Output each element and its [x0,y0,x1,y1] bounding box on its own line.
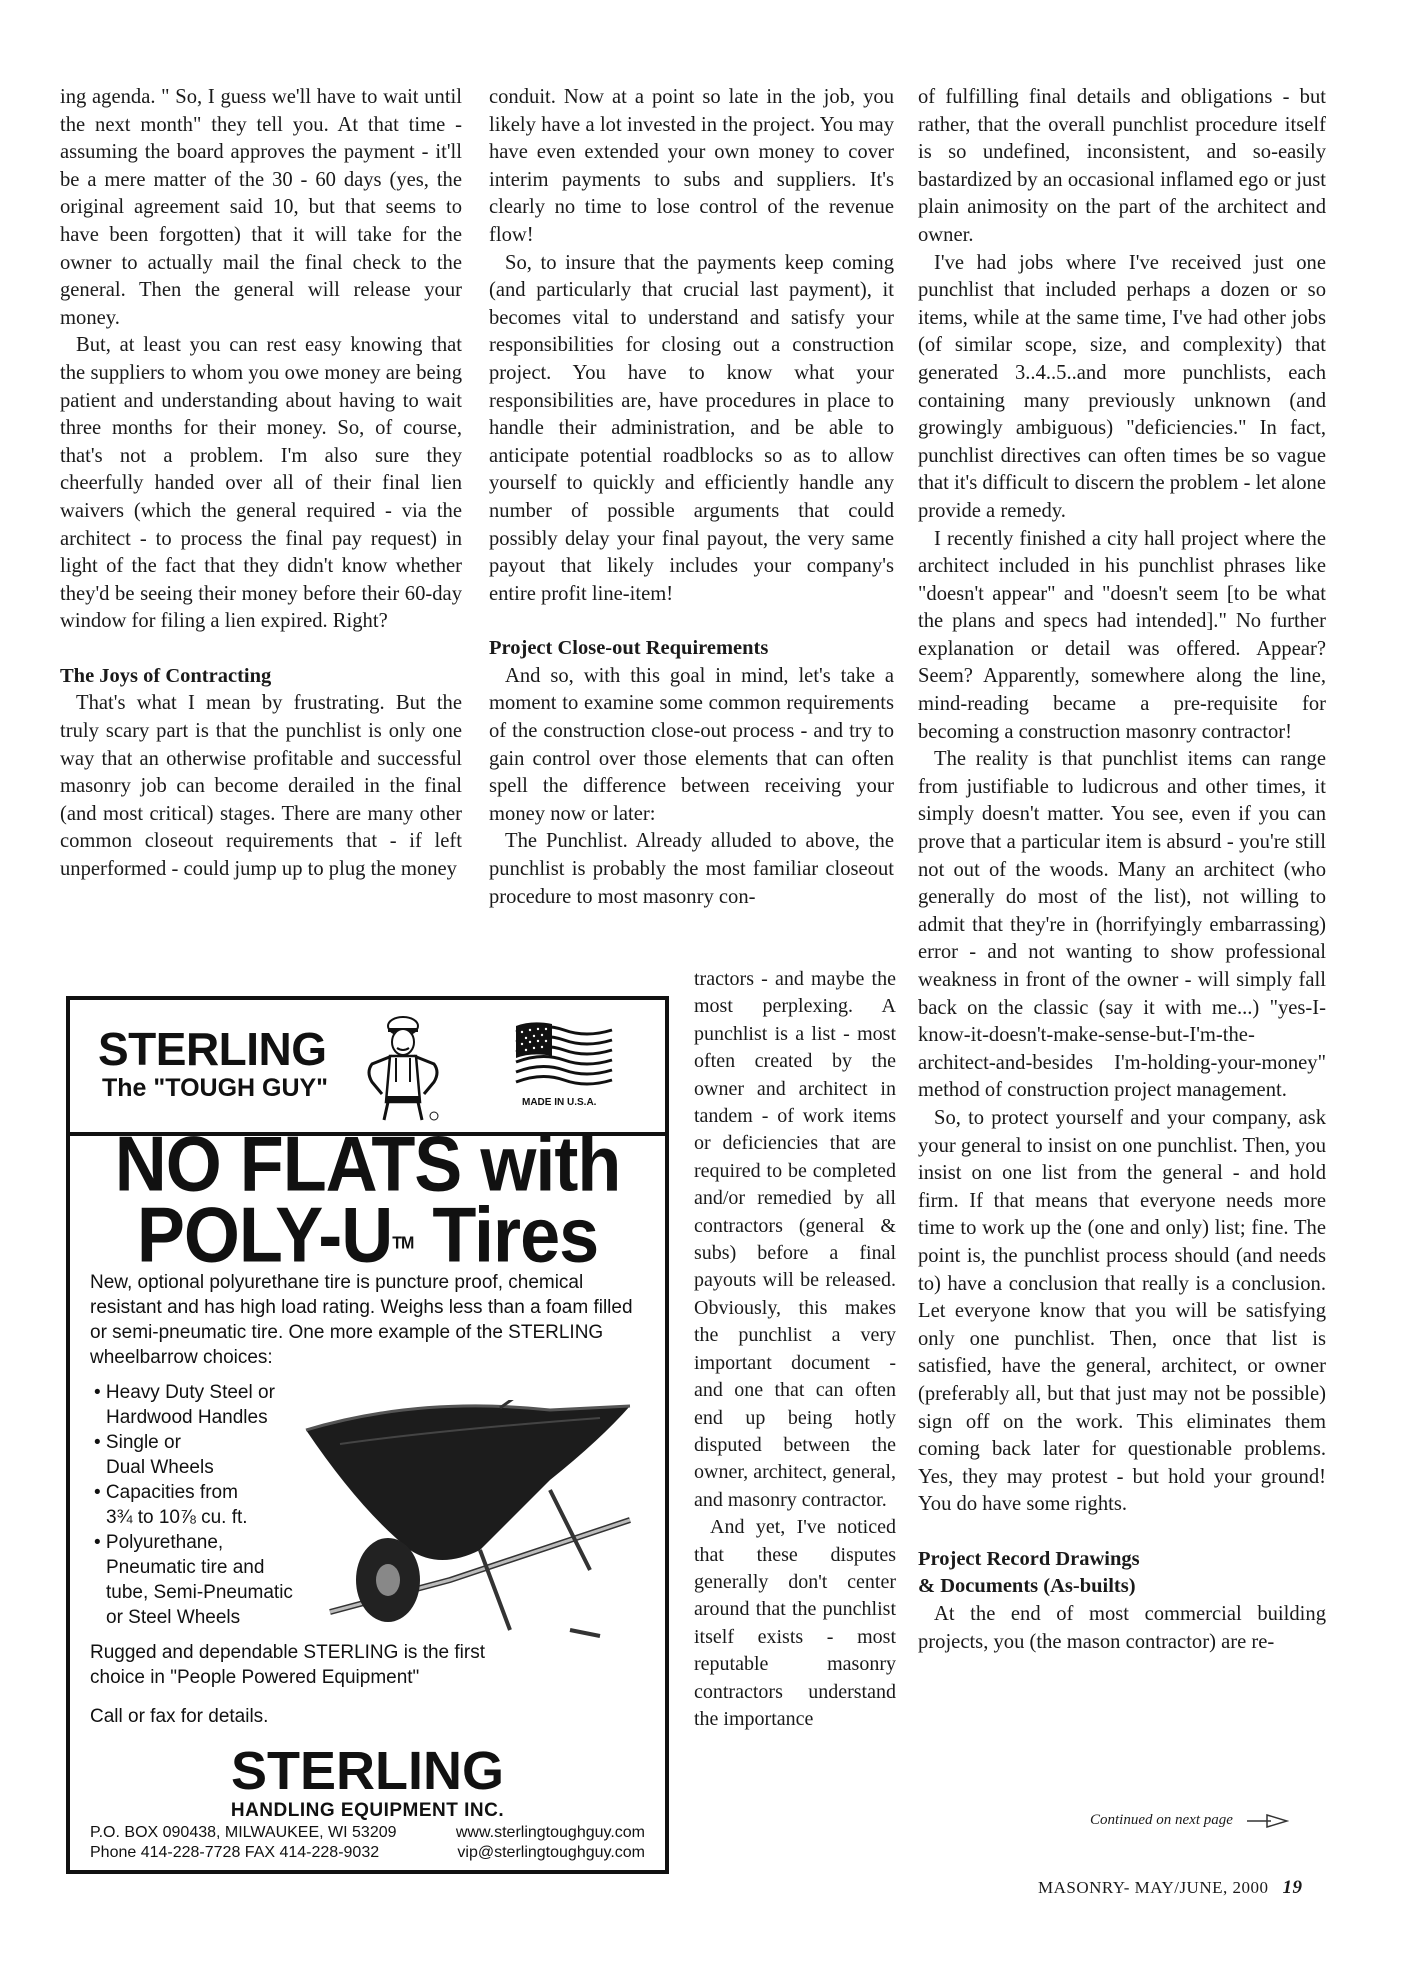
paragraph: But, at least you can rest easy knowing that the suppliers to whom you owe money are being patient and understanding about having to wait three months for their money. So, of course, that's not a problem. I'm also sure they cheerfully handed over all of their final lien waivers (which the general required - via the architect - to process the final pay request) in light of the fact that they didn't know whether they'd be seeing their money before their 60-day window for filing a lien expired. Right? [60,334,462,633]
email-link[interactable]: vip@sterlingtoughguy.com [457,1844,645,1861]
headline-product: POLY-U [136,1192,393,1279]
section-heading: The Joys of Contracting [60,664,272,687]
paragraph: That's what I mean by frustrating. But the truly scary part is that the punchlist is only one way that an otherwise profitable and successful masonry job can become derailed in the final (and most critical) stages. There are many other common closeout requirements that - if left unperformed - could jump up to plug the money [60,692,462,881]
brand-tagline: The "TOUGH GUY" [102,1074,329,1102]
page-footer [1038,1877,1303,1899]
feature-item: • Capacities from 3¾ to 10⅞ cu. ft. [94,1482,248,1528]
paragraph: The Punchlist. Already alluded to above, the punchlist is probably the most familiar closeout procedure to most masonry con- [489,830,894,908]
paragraph: I've had jobs where I've received just one punchlist that included perhaps a dozen or so items, while at the same time, I've had other jobs (of similar scope, size, and complexity) that generated 3..4..5..and more punchlists, each containing many previously unknown (and growingly ambiguous) "deficiencies." In fact, punchlist directives can often times be so vague that it's difficult to discern the problem - let alone provide a remedy. [918,251,1326,522]
article-column-3 [918,84,1326,1656]
contact-address [90,1823,397,1863]
section-heading: Project Close-out Requirements [489,637,769,660]
paragraph: conduit. Now at a point so late in the job, you likely have a lot invested in the project. You may have even extended your own money to cover interim payments to subs and suppliers. It's clearly no time to lose control of the revenue flow! [489,86,894,246]
ad-closing-text: Rugged and dependable STERLING is the first choice in "People Powered Equipment" [90,1642,486,1688]
headline-line-2 [70,1192,665,1279]
ad-description: New, optional polyurethane tire is puncture proof, chemical resistant and has high load rating. Weighs less than a foam filled or semi-pneumatic tire. One more example of the STERLING wheelbarrow choices: [90,1272,633,1368]
article-column-2-narrow [694,966,896,1733]
paragraph: I recently finished a city hall project where the architect included in his punchlist phrases like "doesn't appear" and "doesn't seem [to be what the plans and specs had intended]." No further explanation or detail was offered. Appear? Seem? Apparently, somewhere along the line, mind-reading became a pre-requisite for becoming a construction masonry contractor! [918,527,1326,743]
phone-fax: Phone 414-228-7728 FAX 414-228-9032 [90,1844,380,1861]
paragraph: And yet, I've noticed that these disputes generally don't center around that the punchlist itself exists - most reputable masonry contractors understand the importance [694,1516,896,1730]
made-in-usa-label: MADE IN U.S.A. [522,1097,597,1108]
brand-name: STERLING [98,1023,327,1075]
wheelbarrow-image [300,1400,645,1650]
paragraph: ing agenda. " So, I guess we'll have to wait until the next month" they tell you. At that time - assuming the board approves the payment - it'll be a mere matter of the 30 - 60 days (yes, the original agreement said 10, but that seems to have been forgotten) that it will take for the owner to actually mail the final check to the general. Then the general will release your money. [60,86,462,329]
ad-call-to-action: Call or fax for details. [90,1706,269,1727]
headline-line-1: NO FLATS with [114,1121,621,1208]
paragraph: So, to protect yourself and your company, ask your general to insist on one punchlist. Then, you insist on one list from the general - and hold firm. If that means that everyone needs more time to work up the (one and only) list; fine. The point is, the punchlist process should (and needs to) have a conclusion that really is a conclusion. Let everyone know that you will be satisfying only one punchlist. Then, once that list is satisfied, have the general, architect, or owner (preferably all, but that just may not be possible) sign off on the work. This eliminates them coming back later for questionable problems. Yes, they may protest - but hold your ground! You do have some rights. [918,1106,1327,1516]
section-heading: Project Record Drawings [918,1547,1140,1570]
brand-name-bottom: STERLING [230,1741,504,1801]
paragraph: So, to insure that the payments keep coming (and particularly that crucial last payment), it becomes vital to understand and satisfy your responsibilities for closing out a construction project. You have to know what your responsibilities are, have procedures in place to handle their administration, and be able to anticipate potential roadblocks so as to allow yourself to quickly and efficiently handle any number of possible arguments that could possibly delay your final payout, the very same payout that likely includes your company's entire profit line-item! [489,251,894,605]
section-heading: & Documents (As-builts) [918,1575,1136,1598]
continued-label: Continued on next page [1090,1812,1233,1828]
postal-address: P.O. BOX 090438, MILWAUKEE, WI 53209 [90,1824,397,1841]
sterling-advertisement [66,996,669,1874]
paragraph: of fulfilling final details and obligations - but rather, that the overall punchlist procedure itself is so undefined, inconsistent, and so-easily bastardized by an occasional inflamed ego or just plain animosity on the part of the architect and owner. [918,86,1326,246]
contact-web [456,1823,645,1863]
paragraph: At the end of most commercial building projects, you (the mason contractor) are re- [918,1603,1326,1653]
website-link[interactable]: www.sterlingtoughguy.com [455,1824,645,1841]
paragraph: The reality is that punchlist items can range from justifiable to ludicrous and other times, it simply doesn't matter. You see, even if you can prove that a particular item is absurd - you're still not out of the woods. Many an architect (who generally do most of the list), not willing to admit that they're in (horrifyingly embarrassing) error - and not wanting to show professional weakness in front of the owner - will simply fall back on the classic (say it with me...) "yes-I-know-it-doesn't-make-sense-but-I'm-the-architect-and-besides I'm-holding-your-money" method of construction project management. [918,748,1326,1102]
tough-guy-mascot-icon [362,1012,444,1124]
paragraph: And so, with this goal in mind, let's take a moment to examine some common requirements of the construction close-out process - and try to gain control over those elements that can often spell the difference between receiving your money now or later: [489,664,894,825]
publication-info: MASONRY- MAY/JUNE, 2000 [1038,1878,1269,1897]
company-name: HANDLING EQUIPMENT INC. [230,1800,505,1821]
arrow-icon [1245,1813,1289,1829]
article-column-1 [60,84,462,884]
ad-header [70,1000,665,1136]
feature-item: • Polyurethane, Pneumatic tire and tube, Semi-Pneumatic or Steel Wheels [94,1532,293,1628]
feature-list [90,1380,293,1630]
paragraph: tractors - and maybe the most perplexing. A punchlist is a list - most often created by the owner and architect in tandem - of work items or deficiencies that are required to be completed and/or remedied by all contractors (general & subs) before a final payouts will be released. Obviously, this makes the punchlist a very important document - and one that can often end up being hotly disputed between the owner, architect, general, and masonry contractor. [694,968,896,1511]
ad-headline [70,1121,665,1279]
article-column-2 [489,84,894,911]
feature-item: • Single or Dual Wheels [94,1432,214,1478]
us-flag-icon [512,1020,616,1092]
headline-tires: Tires [413,1192,599,1279]
feature-item: • Heavy Duty Steel or Hardwood Handles [94,1382,275,1428]
continued-note [1090,1812,1289,1829]
page-number: 19 [1282,1877,1303,1898]
trademark-mark: TM [392,1234,414,1253]
